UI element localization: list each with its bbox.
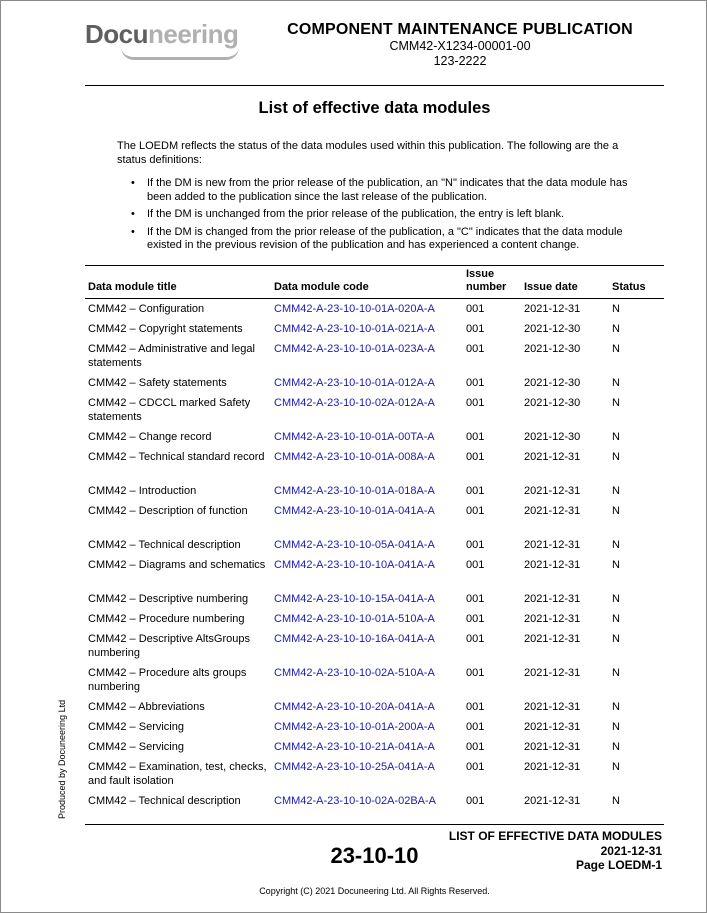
- publication-title: COMPONENT MAINTENANCE PUBLICATION: [287, 21, 633, 38]
- copyright-notice: Copyright (C) 2021 Docuneering Ltd. All Rights Reserved.: [259, 886, 490, 896]
- table-row: [85, 757, 664, 791]
- footer-divider: [85, 824, 664, 825]
- cell-code-link[interactable]: CMM42-A-23-10-10-01A-018A-A: [274, 485, 435, 497]
- column-header-code: Data module code: [271, 266, 463, 299]
- cell-status: N: [612, 505, 620, 517]
- table-header-row: [85, 266, 664, 299]
- cell-code-link[interactable]: CMM42-A-23-10-10-01A-023A-A: [274, 343, 435, 355]
- cell-date: 2021-12-31: [524, 667, 581, 679]
- docuneering-logo: [85, 19, 238, 50]
- header-divider: [85, 85, 664, 86]
- bullet-icon: •: [131, 177, 135, 189]
- cell-date: 2021-12-31: [524, 539, 581, 551]
- table-row: [85, 319, 664, 339]
- footer-info: [449, 829, 662, 873]
- cell-issue: 001: [466, 741, 485, 753]
- cell-title: CMM42 – Technical description: [88, 795, 241, 807]
- table-row: [85, 299, 664, 320]
- cell-issue: 001: [466, 795, 485, 807]
- table-row: [85, 481, 664, 501]
- cell-status: N: [612, 633, 620, 645]
- cell-date: 2021-12-31: [524, 303, 581, 315]
- publication-header: [280, 21, 640, 69]
- cell-date: 2021-12-30: [524, 397, 581, 409]
- table-row: [85, 737, 664, 757]
- cell-issue: 001: [466, 633, 485, 645]
- cell-date: 2021-12-31: [524, 593, 581, 605]
- cell-status: N: [612, 667, 620, 679]
- cell-code-link[interactable]: CMM42-A-23-10-10-01A-200A-A: [274, 721, 435, 733]
- cell-status: N: [612, 485, 620, 497]
- cell-issue: 001: [466, 721, 485, 733]
- cell-title: CMM42 – Diagrams and schematics: [88, 559, 266, 571]
- cell-status: N: [612, 593, 620, 605]
- page-title: List of effective data modules: [258, 99, 491, 117]
- cell-date: 2021-12-31: [524, 701, 581, 713]
- cell-issue: 001: [466, 431, 485, 443]
- cell-date: 2021-12-31: [524, 613, 581, 625]
- cell-date: 2021-12-31: [524, 633, 581, 645]
- cell-code-link[interactable]: CMM42-A-23-10-10-25A-041A-A: [274, 761, 435, 773]
- cell-issue: 001: [466, 397, 485, 409]
- cell-code-link[interactable]: CMM42-A-23-10-10-02A-510A-A: [274, 667, 435, 679]
- cell-status: N: [612, 397, 620, 409]
- cell-code-link[interactable]: CMM42-A-23-10-10-16A-041A-A: [274, 633, 435, 645]
- table-row: [85, 447, 664, 481]
- column-header-status: Status: [609, 266, 664, 299]
- cell-date: 2021-12-31: [524, 559, 581, 571]
- cell-issue: 001: [466, 505, 485, 517]
- data-modules-table: [85, 265, 664, 811]
- table-body: [85, 299, 664, 812]
- cell-code-link[interactable]: CMM42-A-23-10-10-20A-041A-A: [274, 701, 435, 713]
- table-row: [85, 501, 664, 535]
- cell-date: 2021-12-31: [524, 795, 581, 807]
- table-row: [85, 427, 664, 447]
- cell-date: 2021-12-31: [524, 451, 581, 463]
- cell-code-link[interactable]: CMM42-A-23-10-10-15A-041A-A: [274, 593, 435, 605]
- cell-status: N: [612, 539, 620, 551]
- cell-date: 2021-12-31: [524, 721, 581, 733]
- footer-date: 2021-12-31: [600, 843, 662, 858]
- cell-title: CMM42 – Examination, test, checks, and fault isolation: [88, 761, 267, 787]
- list-item: [129, 226, 649, 253]
- cell-title: CMM42 – Technical standard record: [88, 451, 265, 463]
- cell-title: CMM42 – Technical description: [88, 539, 241, 551]
- cell-code-link[interactable]: CMM42-A-23-10-10-01A-012A-A: [274, 377, 435, 389]
- cell-code-link[interactable]: CMM42-A-23-10-10-01A-008A-A: [274, 451, 435, 463]
- cell-status: N: [612, 343, 620, 355]
- list-item: [129, 177, 649, 204]
- cell-date: 2021-12-30: [524, 377, 581, 389]
- bullet-text: If the DM is changed from the prior release of the publication, a "C" indicates that the data module existed in the previous revision of the publication and has experienced a content change.: [147, 225, 623, 251]
- logo-swoosh: [121, 47, 239, 60]
- cell-code-link[interactable]: CMM42-A-23-10-10-02A-02BA-A: [274, 795, 437, 807]
- cell-date: 2021-12-31: [524, 505, 581, 517]
- cell-issue: 001: [466, 667, 485, 679]
- cell-issue: 001: [466, 377, 485, 389]
- cell-issue: 001: [466, 343, 485, 355]
- cell-issue: 001: [466, 701, 485, 713]
- table-row: [85, 589, 664, 609]
- column-header-issue: Issue number: [463, 266, 521, 299]
- table-row: [85, 717, 664, 737]
- cell-code-link[interactable]: CMM42-A-23-10-10-21A-041A-A: [274, 741, 435, 753]
- bullet-icon: •: [131, 225, 135, 238]
- cell-issue: 001: [466, 559, 485, 571]
- cell-status: N: [612, 701, 620, 713]
- cell-title: CMM42 – Servicing: [88, 721, 184, 733]
- cell-code-link[interactable]: CMM42-A-23-10-10-10A-041A-A: [274, 559, 435, 571]
- cell-status: N: [612, 451, 620, 463]
- cell-issue: 001: [466, 323, 485, 335]
- table-row: [85, 629, 664, 663]
- status-definitions-list: [129, 177, 649, 257]
- publication-sub-number: 123-2222: [433, 54, 487, 68]
- table-row: [85, 535, 664, 555]
- bullet-text: If the DM is unchanged from the prior release of the publication, the entry is left blank.: [147, 208, 565, 220]
- column-header-date: Issue date: [521, 266, 609, 299]
- cell-issue: 001: [466, 485, 485, 497]
- table-row: [85, 609, 664, 629]
- cell-issue: 001: [466, 451, 485, 463]
- cell-title: CMM42 – Configuration: [88, 303, 205, 315]
- cell-date: 2021-12-30: [524, 323, 581, 335]
- cell-title: CMM42 – Servicing: [88, 741, 184, 753]
- list-item: [129, 208, 649, 222]
- column-header-title: Data module title: [85, 266, 271, 299]
- table-row: [85, 663, 664, 697]
- cell-status: N: [612, 377, 620, 389]
- cell-status: N: [612, 431, 620, 443]
- cell-status: N: [612, 721, 620, 733]
- table-row: [85, 339, 664, 373]
- footer-section-title: LIST OF EFFECTIVE DATA MODULES: [448, 829, 662, 843]
- cell-title: CMM42 – Procedure alts groups numbering: [88, 667, 247, 693]
- cell-date: 2021-12-31: [524, 761, 581, 773]
- cell-code-link[interactable]: CMM42-A-23-10-10-01A-020A-A: [274, 303, 435, 315]
- cell-title: CMM42 – Abbreviations: [88, 701, 205, 713]
- cell-status: N: [612, 613, 620, 625]
- ata-chapter-number: 23-10-10: [330, 843, 419, 868]
- cell-title: CMM42 – Descriptive numbering: [88, 593, 249, 605]
- bullet-text: If the DM is new from the prior release of the publication, an "N" indicates that the data module has been added to the publication since the last release of the publication.: [147, 177, 628, 203]
- table-row: [85, 791, 664, 811]
- intro-paragraph: The LOEDM reflects the status of the data modules used within this publication. The following are the a status definitions:: [117, 140, 619, 166]
- cell-date: 2021-12-31: [524, 741, 581, 753]
- cell-code-link[interactable]: CMM42-A-23-10-10-01A-510A-A: [274, 613, 435, 625]
- cell-title: CMM42 – Descriptive AltsGroups numbering: [88, 633, 250, 659]
- cell-code-link[interactable]: CMM42-A-23-10-10-02A-012A-A: [274, 397, 435, 409]
- producer-side-text: Produced by Docuneering Ltd: [57, 699, 67, 819]
- table-row: [85, 697, 664, 717]
- cell-issue: 001: [466, 539, 485, 551]
- table-row: [85, 393, 664, 427]
- cell-status: N: [612, 795, 620, 807]
- cell-issue: 001: [466, 613, 485, 625]
- cell-status: N: [612, 559, 620, 571]
- bullet-icon: •: [131, 208, 135, 220]
- cell-issue: 001: [466, 761, 485, 773]
- cell-status: N: [612, 761, 620, 773]
- cell-title: CMM42 – Procedure numbering: [88, 613, 245, 625]
- cell-status: N: [612, 323, 620, 335]
- cell-code-link[interactable]: CMM42-A-23-10-10-01A-041A-A: [274, 505, 435, 517]
- cell-code-link[interactable]: CMM42-A-23-10-10-01A-00TA-A: [274, 431, 435, 443]
- publication-doc-number: CMM42-X1234-00001-00: [389, 39, 531, 53]
- cell-status: N: [612, 303, 620, 315]
- footer-page-number: Page LOEDM-1: [575, 858, 662, 872]
- cell-issue: 001: [466, 303, 485, 315]
- cell-code-link[interactable]: CMM42-A-23-10-10-01A-021A-A: [274, 323, 435, 335]
- cell-title: CMM42 – Copyright statements: [88, 323, 243, 335]
- cell-title: CMM42 – CDCCL marked Safety statements: [88, 397, 251, 423]
- cell-date: 2021-12-30: [524, 343, 581, 355]
- cell-title: CMM42 – Description of function: [88, 505, 248, 517]
- cell-code-link[interactable]: CMM42-A-23-10-10-05A-041A-A: [274, 539, 435, 551]
- table-row: [85, 555, 664, 589]
- cell-issue: 001: [466, 593, 485, 605]
- table-row: [85, 373, 664, 393]
- cell-title: CMM42 – Safety statements: [88, 377, 227, 389]
- cell-title: CMM42 – Administrative and legal statements: [88, 343, 255, 369]
- cell-status: N: [612, 741, 620, 753]
- cell-title: CMM42 – Change record: [88, 431, 212, 443]
- logo-part-dark: Docu: [85, 19, 148, 49]
- cell-date: 2021-12-31: [524, 485, 581, 497]
- logo-part-light: neering: [148, 19, 239, 49]
- cell-title: CMM42 – Introduction: [88, 485, 197, 497]
- cell-date: 2021-12-30: [524, 431, 581, 443]
